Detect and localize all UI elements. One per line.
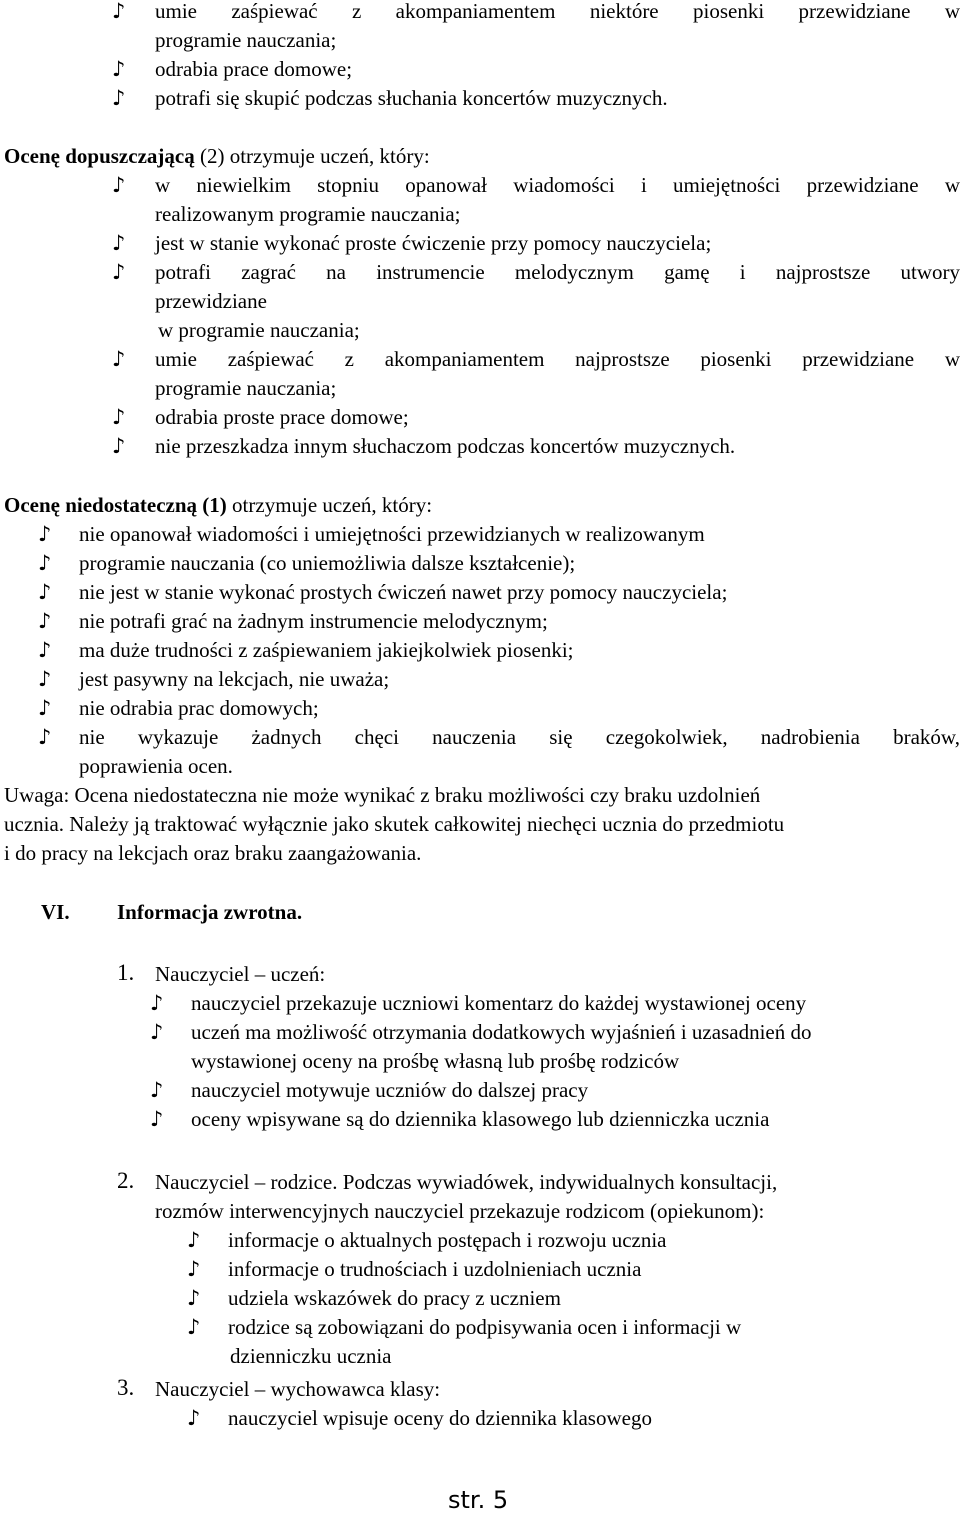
note-paragraph-line: Uwaga: Ocena niedostateczna nie może wynikać z braku możliwości czy braku uzdolnień (4, 783, 761, 807)
list-item-continuation: w programie nauczania; (158, 318, 360, 342)
music-note-icon: ♪ (112, 260, 126, 284)
list-item-continuation: dzienniczku ucznia (230, 1344, 392, 1368)
music-note-icon: ♪ (112, 347, 126, 371)
grade1-heading: Ocenę niedostateczną (1) otrzymuje uczeń, który: (4, 493, 433, 517)
item-number: 3. (117, 1375, 135, 1400)
list-item: umie zaśpiewać z akompaniamentem niektóre piosenki przewidziane w (155, 0, 960, 23)
grade2-heading: Ocenę dopuszczającą (2) otrzymuje uczeń, który: (4, 144, 430, 168)
list-item-continuation: wystawionej oceny na prośbę własną lub prośbę rodziców (191, 1049, 680, 1073)
list-item: udziela wskazówek do pracy z uczniem (228, 1286, 561, 1310)
music-note-icon: ♪ (38, 609, 52, 633)
list-item: nie przeszkadza innym słuchaczom podczas koncertów muzycznych. (155, 434, 736, 458)
music-note-icon: ♪ (150, 991, 164, 1015)
music-note-icon: ♪ (187, 1286, 201, 1310)
list-item: nie odrabia prac domowych; (79, 696, 319, 720)
list-item: jest w stanie wykonać proste ćwiczenie przy pomocy nauczyciela; (155, 231, 712, 255)
item-title: Nauczyciel – wychowawca klasy: (155, 1377, 441, 1401)
item-number: 2. (117, 1168, 135, 1193)
list-item: nauczyciel wpisuje oceny do dziennika klasowego (228, 1406, 652, 1430)
list-item: programie nauczania (co uniemożliwia dalsze kształcenie); (79, 551, 576, 575)
list-item: uczeń ma możliwość otrzymania dodatkowych wyjaśnień i uzasadnień do (191, 1020, 812, 1044)
music-note-icon: ♪ (38, 696, 52, 720)
page-number: str. 5 (448, 1486, 509, 1514)
music-note-icon: ♪ (112, 173, 126, 197)
list-item: nie opanował wiadomości i umiejętności przewidzianych w realizowanym (79, 522, 705, 546)
note-paragraph-line: i do pracy na lekcjach oraz braku zaangażowania. (4, 841, 422, 865)
list-item: informacje o aktualnych postępach i rozwoju ucznia (228, 1228, 667, 1252)
list-item-continuation: programie nauczania; (155, 28, 337, 52)
music-note-icon: ♪ (38, 638, 52, 662)
music-note-icon: ♪ (112, 57, 126, 81)
list-item-continuation: poprawienia ocen. (79, 754, 233, 778)
list-item: nie jest w stanie wykonać prostych ćwiczeń nawet przy pomocy nauczyciela; (79, 580, 728, 604)
list-item: potrafi zagrać na instrumencie melodycznym gamę i najprostsze utwory (155, 260, 960, 284)
list-item: potrafi się skupić podczas słuchania koncertów muzycznych. (155, 86, 668, 110)
item-number: 1. (117, 960, 135, 985)
list-item: w niewielkim stopniu opanował wiadomości i umiejętności przewidziane w (155, 173, 960, 197)
item-title-continuation: rozmów interwencyjnych nauczyciel przekazuje rodzicom (opiekunom): (155, 1199, 765, 1223)
item-title: Nauczyciel – rodzice. Podczas wywiadówek, indywidualnych konsultacji, (155, 1170, 778, 1194)
list-item: nie potrafi grać na żadnym instrumencie melodycznym; (79, 609, 548, 633)
list-item-continuation: przewidziane (155, 289, 267, 313)
list-item: umie zaśpiewać z akompaniamentem najprostsze piosenki przewidziane w (155, 347, 960, 371)
section-number: VI. (41, 900, 70, 924)
note-paragraph-line: ucznia. Należy ją traktować wyłącznie jako skutek całkowitej niechęci ucznia do przedmiotu (4, 812, 785, 836)
music-note-icon: ♪ (38, 522, 52, 546)
music-note-icon: ♪ (112, 434, 126, 458)
music-note-icon: ♪ (187, 1406, 201, 1430)
item-title: Nauczyciel – uczeń: (155, 962, 326, 986)
music-note-icon: ♪ (112, 0, 126, 23)
list-item: informacje o trudnościach i uzdolnieniach ucznia (228, 1257, 642, 1281)
list-item: jest pasywny na lekcjach, nie uważa; (79, 667, 390, 691)
music-note-icon: ♪ (150, 1020, 164, 1044)
music-note-icon: ♪ (38, 667, 52, 691)
list-item: nie wykazuje żadnych chęci nauczenia się czegokolwiek, nadrobienia braków, (79, 725, 960, 749)
music-note-icon: ♪ (187, 1315, 201, 1339)
list-item: oceny wpisywane są do dziennika klasowego lub dzienniczka ucznia (191, 1107, 770, 1131)
list-item: nauczyciel przekazuje uczniowi komentarz do każdej wystawionej oceny (191, 991, 807, 1015)
list-item: rodzice są zobowiązani do podpisywania ocen i informacji w (228, 1315, 742, 1339)
list-item: odrabia prace domowe; (155, 57, 353, 81)
music-note-icon: ♪ (38, 551, 52, 575)
list-item-continuation: realizowanym programie nauczania; (155, 202, 461, 226)
list-item: odrabia proste prace domowe; (155, 405, 409, 429)
list-item: nauczyciel motywuje uczniów do dalszej pracy (191, 1078, 589, 1102)
music-note-icon: ♪ (187, 1257, 201, 1281)
list-item: ma duże trudności z zaśpiewaniem jakiejkolwiek piosenki; (79, 638, 574, 662)
music-note-icon: ♪ (38, 725, 52, 749)
music-note-icon: ♪ (150, 1107, 164, 1131)
section-title: Informacja zwrotna. (117, 900, 303, 924)
music-note-icon: ♪ (187, 1228, 201, 1252)
music-note-icon: ♪ (112, 405, 126, 429)
music-note-icon: ♪ (112, 231, 126, 255)
list-item-continuation: programie nauczania; (155, 376, 337, 400)
music-note-icon: ♪ (112, 86, 126, 110)
music-note-icon: ♪ (38, 580, 52, 604)
music-note-icon: ♪ (150, 1078, 164, 1102)
